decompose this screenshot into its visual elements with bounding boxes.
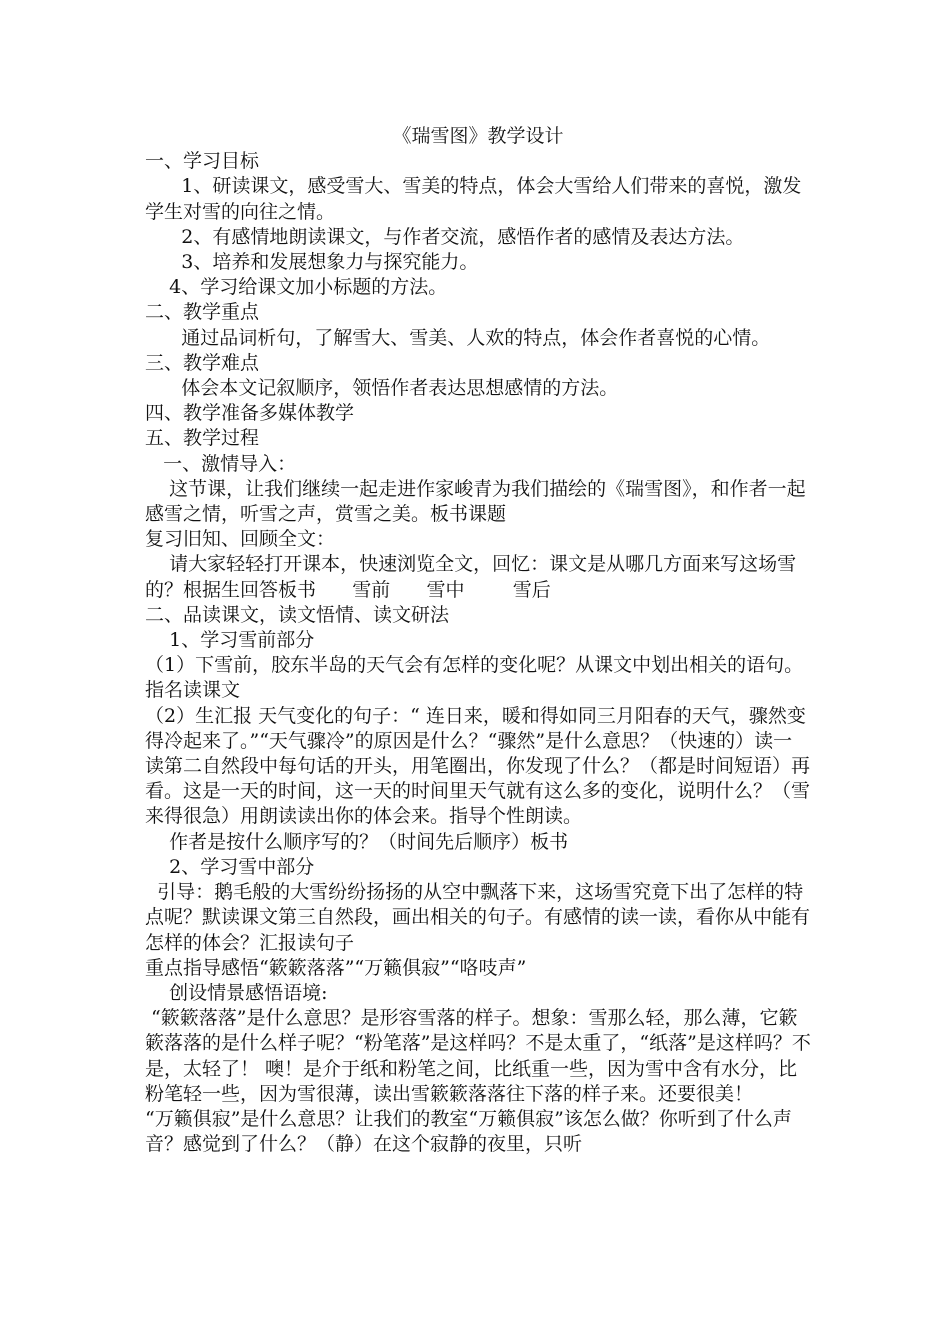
goal-1: 1、研读课文，感受雪大、雪美的特点，体会大雪给人们带来的喜悦，激发学生对雪的向往之情。 [145,175,802,223]
review-text: 请大家轻轻打开课本，快速浏览全文，回忆：课文是从哪几方面来写这场雪的？根据生回答板书 雪前 雪中 雪后 [145,553,797,601]
key-points-text: 通过品词析句，了解雪大、雪美、人欢的特点，体会作者喜悦的心情。 [145,326,771,349]
step-intro-text: 这节课，让我们继续一起走进作家峻青为我们描绘的《瑞雪图》，和作者一起感雪之情，听雪之声，赏雪之美。板书课题 [145,477,806,526]
document-page [145,124,811,1157]
step-reading-heading: 二、品读课文，读文悟情、读文研法 [145,603,450,626]
before-snow-q1: （1）下雪前，胶东半岛的天气会有怎样的变化呢？从课文中划出相关的语句。指名读课文 [145,654,804,702]
heading-process: 五、教学过程 [145,427,260,450]
review-heading: 复习旧知、回顾全文： [145,528,336,551]
during-snow-context: 创设情景感悟语境: [145,981,328,1004]
during-snow-guide: 引导：鹅毛般的大雪纷纷扬扬的从空中飘落下来，这场雪究竟下出了怎样的特点呢？默读课文第三自然段，画出相关的句子。有感情的读一读，看你从中能有怎样的体会？汇报读句子 [145,881,811,954]
goal-2: 2、有感情地朗读课文，与作者交流，感悟作者的感情及表达方法。 [145,225,745,248]
document-title: 《瑞雪图》教学设计 [392,125,564,147]
before-snow-heading: 1、学习雪前部分 [145,629,315,652]
before-snow-order: 作者是按什么顺序写的？（时间先后顺序）板书 [145,830,569,853]
goal-3: 3、培养和发展想象力与探究能力。 [145,251,479,274]
before-snow-q2: （2）生汇报 天气变化的句子：“ 连日来，暖和得如同三月阳春的天气，骤然变得冷起来了。”“天气骤冷”的原因是什么？“骤然”是什么意思？（快速的）读一读第二自然段中每句话的开头，用笔圈出，你发现了什么？（都是时间短语）再看。这是一天的时间，这一天的时间里天气就有这么多的变化，说明什么？（雪来得很急）用朗读读出你的体会来。指导个性朗读。 [145,704,811,828]
heading-difficulties: 三、教学难点 [145,351,260,374]
step-intro-heading: 一、激情导入： [145,452,297,475]
heading-preparation: 四、教学准备多媒体教学 [145,402,355,425]
during-snow-focus: 重点指导感悟“簌簌落落”“万籁俱寂”“咯吱声” [145,956,527,979]
difficulties-text: 体会本文记叙顺序，领悟作者表达思想感情的方法。 [145,377,619,400]
heading-learning-goals: 一、学习目标 [145,150,260,173]
goal-4: 4、学习给课文加小标题的方法。 [145,276,448,299]
heading-key-points: 二、教学重点 [145,301,260,324]
during-snow-wanlai: “万籁俱寂”是什么意思？让我们的教室“万籁俱寂”该怎么做？你听到了什么声音？感觉到了什么？（静）在这个寂静的夜里，只听 [145,1107,792,1156]
during-snow-heading: 2、学习雪中部分 [145,855,315,878]
during-snow-susu: “簌簌落落”是什么意思？是形容雪落的样子。想象：雪那么轻，那么薄，它簌簌落落的是什么样子呢？“粉笔落”是这样吗？不是太重了，“纸落”是这样吗？不是，太轻了！ 噢！是介于纸和粉笔之间，比纸重一些，因为雪中含有水分，比粉笔轻一些，因为雪很薄，读出雪簌簌落落往下落的样子来。还要很美！ [145,1007,811,1105]
